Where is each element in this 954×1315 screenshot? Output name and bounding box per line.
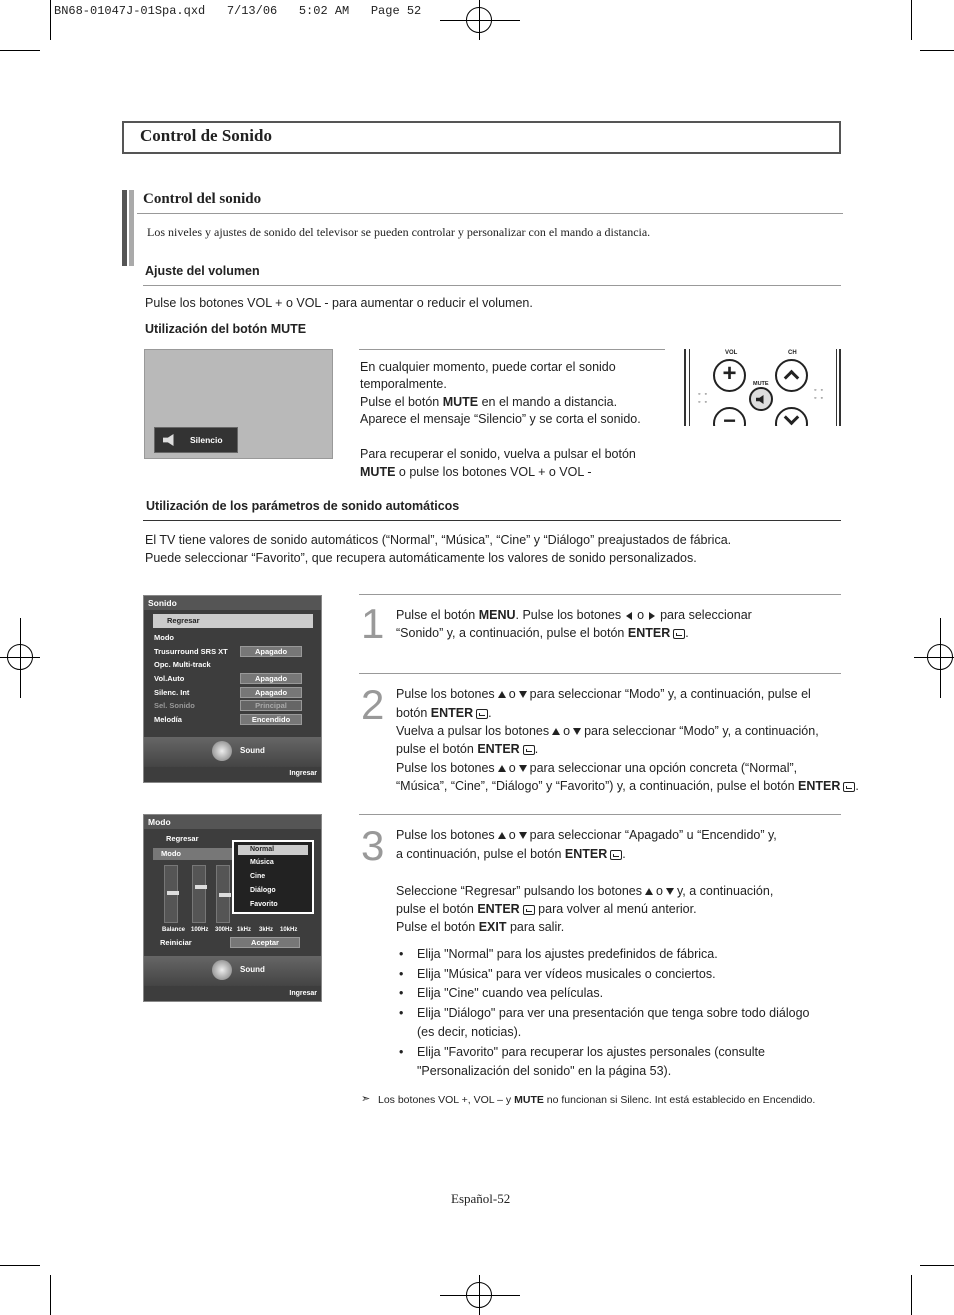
step1-line1: Pulse el botón MENU. Pulse los botones o para seleccionar [396,608,752,622]
list-item: • Elija "Diálogo" para ver una presentación que tenga sobre todo diálogo (es decir, noticias). [397,1004,817,1043]
eq-label: 1kHz [237,927,252,933]
note-text: Los botones VOL +, VOL – y MUTE no funcionan si Silenc. Int está establecido en Encendido. [378,1094,816,1106]
mute-heading: Utilización del botón MUTE [145,322,307,336]
enter-icon [476,709,488,719]
down-arrow-icon [519,691,527,698]
vol-label: VOL [725,350,738,356]
section-intro: Los niveles y ajustes de sonido del televisor se pueden controlar y personalizar con el mando a distancia. [147,225,651,239]
step2-line6: “Música”, “Cine”, “Diálogo” y “Favorito”) y, a continuación, pulse el botón ENTER . [396,779,859,793]
auto-heading: Utilización de los parámetros de sonido automáticos [146,499,460,513]
step3-line1: Pulse los botones o para seleccionar “Apagado” u “Encendido” y, [396,828,777,842]
step3-line2: a continuación, pulse el botón ENTER . [396,847,626,861]
file-slug: BN68-01047J-01Spa.qxd 7/13/06 5:02 AM Page 52 [54,4,422,18]
registration-mark [466,7,492,33]
step2-line1: Pulse los botones o para seleccionar “Modo” y, a continuación, pulse el [396,687,811,701]
menu-back-item[interactable]: Regresar [166,834,199,843]
step2-line3: Vuelva a pulsar los botones o para seleccionar “Modo” y, a continuación, [396,724,819,738]
enter-hint: Ingresar [289,990,317,997]
accept-button[interactable]: Aceptar [230,937,300,948]
eq-slider[interactable] [219,893,231,897]
step3-line4: pulse el botón ENTER para volver al menú anterior. [396,902,697,916]
divider [359,814,841,815]
enter-icon [523,745,535,755]
divider [143,285,841,286]
mute-text-6: MUTE o pulse los botones VOL + o VOL - [360,465,592,479]
mode-bullets [397,945,817,1082]
up-arrow-icon [498,765,506,772]
step3-line5: Pulse el botón EXIT para salir. [396,920,565,934]
chevron-down-icon [784,410,800,426]
page-title-box [122,121,841,154]
crop-mark [50,0,51,40]
eq-slider[interactable] [167,891,179,895]
down-arrow-icon [519,765,527,772]
crop-mark [920,1265,954,1266]
crop-mark [0,1265,40,1266]
step2-line2: botón ENTER . [396,706,492,720]
section-bar [129,190,134,266]
speaker-icon [212,741,232,761]
ch-label: CH [788,350,797,356]
dots: ◦ ◦ [698,399,708,406]
menu-row[interactable]: Modo [154,633,174,642]
ch-down-button[interactable] [775,407,808,426]
sound-menu-screenshot [143,595,322,783]
crop-mark [911,1275,912,1315]
down-arrow-icon [666,888,674,895]
up-arrow-icon [552,728,560,735]
dots: ◦ ◦ [814,387,824,394]
step2-line5: Pulse los botones o para seleccionar una opción concreta (“Normal”, [396,761,798,775]
reset-button[interactable]: Reiniciar [160,938,192,947]
enter-hint: Ingresar [289,770,317,777]
note-arrow-icon: ➣ [361,1093,371,1105]
menu-back-item[interactable]: Regresar [153,614,313,628]
crop-mark [920,50,954,51]
registration-mark [927,644,953,670]
menu-row[interactable]: Trusurround SRS XT Apagado [154,645,310,658]
dots: ◦ ◦ [698,391,708,398]
mute-text-2: temporalmente. [360,377,447,391]
left-arrow-icon [626,612,632,620]
step1-line2: “Sonido” y, a continuación, pulse el botón ENTER . [396,626,689,640]
right-arrow-icon [649,612,655,620]
mode-option[interactable]: Favorito [250,901,278,908]
mode-label: Modo [153,848,233,860]
step-number: 3 [361,822,385,869]
eq-label: 10kHz [280,927,298,933]
registration-mark [7,644,33,670]
mute-text-1: En cualquier momento, puede cortar el sonido [360,360,616,374]
eq-slider[interactable] [195,885,207,889]
mode-option[interactable]: Cine [250,873,266,880]
up-arrow-icon [645,888,653,895]
mute-label: MUTE [753,381,769,387]
section-bar [122,190,127,266]
mute-text-4: Aparece el mensaje “Silencio” y se corta el sonido. [360,412,641,426]
auto-text-1: El TV tiene valores de sonido automáticos (“Normal”, “Música”, “Cine” y “Diálogo” preajustados de fábrica. [145,533,732,547]
vol-down-button[interactable]: − [713,407,746,426]
menu-header: Modo [144,815,321,829]
divider [359,594,841,595]
mode-option[interactable]: Diálogo [250,887,276,894]
step-number: 2 [361,681,385,728]
page-number: Español-52 [451,1191,511,1206]
mute-button[interactable] [749,387,773,411]
crop-mark [0,50,40,51]
step3-line3: Seleccione “Regresar” pulsando los botones o y, a continuación, [396,884,774,898]
crop-mark [911,0,912,40]
divider [359,673,841,674]
divider [143,520,841,521]
enter-icon [843,782,855,792]
vol-up-button[interactable]: + [713,359,746,392]
chevron-up-icon [784,370,800,386]
down-arrow-icon [519,832,527,839]
list-item: • Elija "Música" para ver vídeos musicales o conciertos. [397,965,817,985]
list-item: • Elija "Cine" cuando vea películas. [397,984,817,1004]
section-title: Control del sonido [143,191,262,207]
registration-mark [466,1282,492,1308]
mode-dropdown [232,840,314,914]
page-title: Control de Sonido [140,126,272,145]
sound-label: Sound [240,746,265,755]
menu-row[interactable]: Vol.Auto Apagado [154,672,310,685]
menu-row[interactable]: Opc. Multi-track [154,660,211,669]
mute-screen [144,349,333,459]
eq-label: 100Hz [191,927,209,933]
sound-label: Sound [240,965,265,974]
divider [137,213,843,214]
up-arrow-icon [498,691,506,698]
volume-heading: Ajuste del volumen [145,264,260,278]
mute-osd [154,427,238,453]
step2-line4: pulse el botón ENTER . [396,742,539,756]
enter-icon [610,850,622,860]
mode-option[interactable]: Normal [238,845,308,855]
speaker-icon [212,960,232,980]
auto-text-2: Puede seleccionar “Favorito”, que recupera automáticamente los valores de sonido personalizados. [145,551,697,565]
eq-label: 300Hz [215,927,233,933]
divider [359,349,665,350]
mute-osd-label: Silencio [190,435,223,445]
list-item: • Elija "Favorito" para recuperar los ajustes personales (consulte "Personalización del sonido" en la página 53). [397,1043,817,1082]
mute-icon [163,434,177,446]
down-arrow-icon [573,728,581,735]
menu-row[interactable]: Silenc. Int Apagado [154,686,310,699]
list-item: • Elija "Normal" para los ajustes predefinidos de fábrica. [397,945,817,965]
eq-label: 3kHz [259,927,274,933]
dots: ◦ ◦ [814,395,824,402]
mute-text-3: Pulse el botón MUTE en el mando a distancia. [360,395,618,409]
menu-row: Sel. Sonido Principal [154,699,310,712]
mode-option[interactable]: Música [250,859,274,866]
sound-footer [144,956,321,986]
mode-menu-screenshot [143,814,322,1002]
eq-label: Balance [162,927,186,933]
menu-header: Sonido [144,596,321,610]
mute-text-5: Para recuperar el sonido, vuelva a pulsar el botón [360,447,636,461]
up-arrow-icon [498,832,506,839]
remote-illustration [684,349,842,426]
step-number: 1 [361,600,385,647]
ch-up-button[interactable] [775,359,808,392]
volume-text: Pulse los botones VOL + o VOL - para aumentar o reducir el volumen. [145,296,533,310]
sound-footer [144,737,321,767]
enter-icon [673,629,685,639]
menu-row[interactable]: Melodía Encendido [154,713,310,726]
enter-icon [523,905,535,915]
speaker-icon [756,395,766,404]
crop-mark [50,1275,51,1315]
